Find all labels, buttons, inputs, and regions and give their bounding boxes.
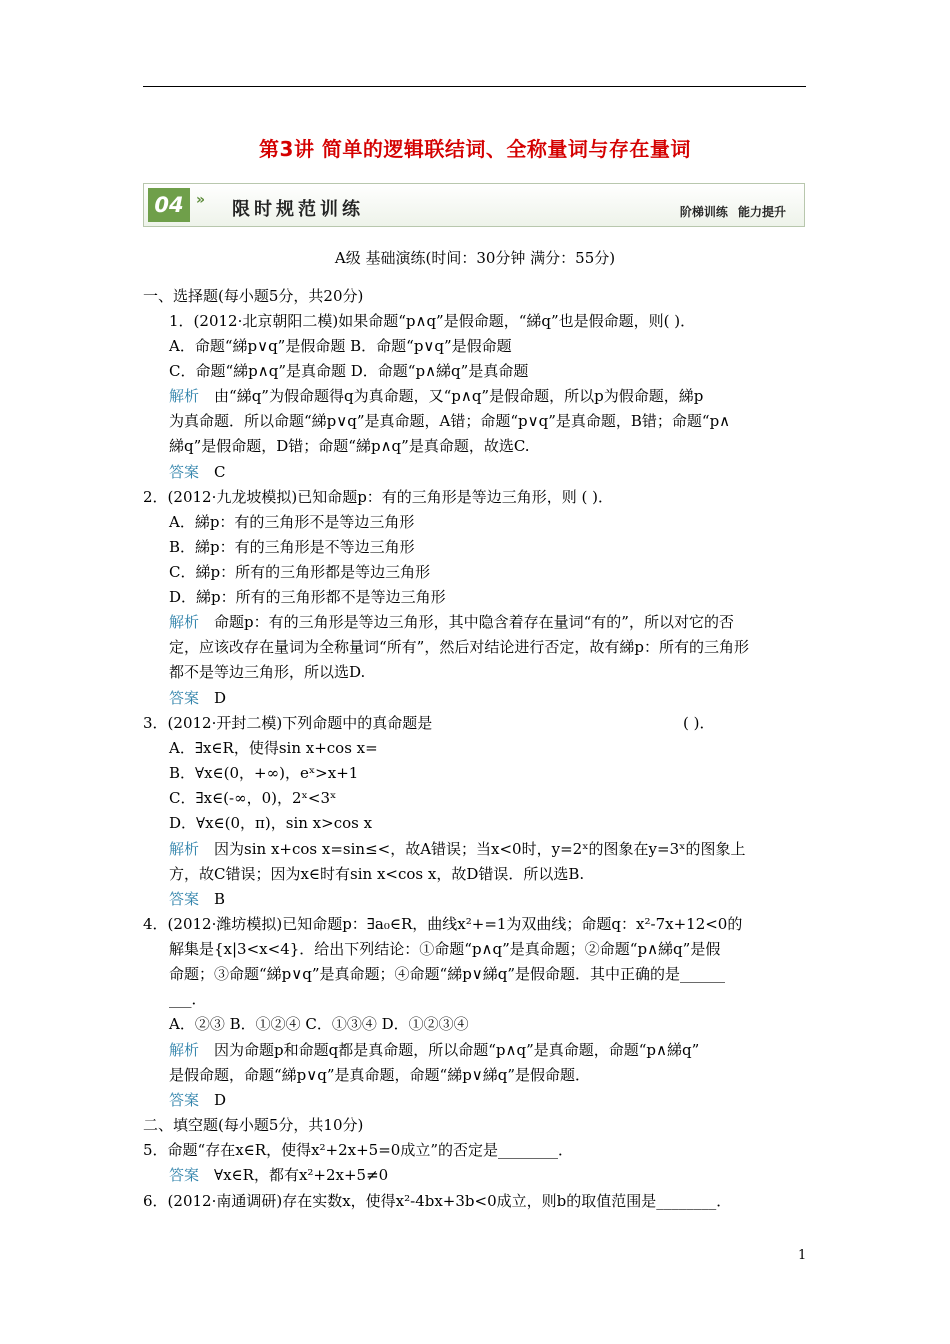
answer-line: 答案 D [169,689,227,707]
page-number: 1 [798,1248,807,1263]
page-title: 第3讲 简单的逻辑联结词、全称量词与存在量词 [259,137,691,161]
answer-line: 答案 C [169,463,226,481]
banner-title: 限时规范训练 [232,199,364,220]
analysis-line: 是假命题，命题“綈p∨q”是真命题，命题“綈p∨綈q”是假命题． [169,1066,591,1084]
analysis-line: 綈q”是假命题，D错；命题“綈p∧q”是真命题，故选C. [169,437,530,455]
answer-label: 答案 [169,890,200,908]
option-line: A．②③ B．①②④ C．①③④ D．①②③④ [169,1015,469,1033]
question-6: 6．(2012·南通调研)存在实数x，使得x²-4bx+3b<0成立，则b的取值范围是________． [143,1192,732,1210]
question-3: 3．(2012·开封二模)下列命题中的真命题是 [143,714,433,732]
option-line: C．綈p：所有的三角形都是等边三角形 [169,563,431,581]
analysis-label: 解析 [169,387,200,405]
level-header: A级 基础演练(时间：30分钟 满分：55分) [334,249,616,267]
analysis-line: 为真命题．所以命题“綈p∨q”是真命题，A错；命题“p∨q”是真命题，B错；命题“p∧ [169,412,731,430]
answer-label: 答案 [169,1091,200,1109]
analysis-line: 定，应该改存在量词为全称量词“所有”，然后对结论进行否定，故有綈p：所有的三角形 [169,638,749,656]
answer-line: 答案 B [169,890,226,908]
option-line: C．∃x∈(-∞，0)，2ˣ<3ˣ [169,789,337,807]
banner-subtitle: 阶梯训练 能力提升 [679,205,786,219]
analysis-label: 解析 [169,840,200,858]
analysis-line: 方，故C错误；因为x∈时有sin x<cos x，故D错误．所以选B. [169,865,585,883]
option-line: D．綈p：所有的三角形都不是等边三角形 [169,588,446,606]
question-1: 1．(2012·北京朝阳二模)如果命题“p∧q”是假命题，“綈q”也是假命题，则( )． [169,312,696,330]
answer-line: 答案 ∀x∈R，都有x²+2x+5≠0 [169,1166,389,1184]
section-heading: 二、填空题(每小题5分，共10分) [143,1116,364,1134]
top-rule [143,86,806,87]
option-line: C．命题“綈p∧q”是真命题 D．命题“p∧綈q”是真命题 [169,362,529,380]
banner-badge: 04 [148,188,190,222]
question-5: 5．命题“存在x∈R，使得x²+2x+5=0成立”的否定是________． [143,1141,574,1159]
analysis-line: 解析 因为sin x+cos x=sin≤<，故A错误；当x<0时，y=2ˣ的图象在y=3ˣ的图象上 [169,840,746,858]
analysis-line: 解析 因为命题p和命题q都是真命题，所以命题“p∧q”是真命题，命题“p∧綈q” [169,1041,700,1059]
option-line: D．∀x∈(0，π)，sin x>cos x [169,814,373,832]
question-2: 2．(2012·九龙坡模拟)已知命题p：有的三角形是等边三角形，则 ( )． [143,488,614,506]
option-line: A．綈p：有的三角形不是等边三角形 [169,513,415,531]
answer-label: 答案 [169,1166,200,1184]
answer-label: 答案 [169,689,200,707]
answer-line: 答案 D [169,1091,227,1109]
option-line: A．命题“綈p∨q”是假命题 B．命题“p∨q”是假命题 [169,337,512,355]
analysis-line: 都不是等边三角形，所以选D. [169,663,366,681]
answer-blank: ( )． [683,714,715,732]
chevron-icon: » [196,192,206,208]
option-line: A．∃x∈R，使得sin x+cos x= [169,739,378,757]
answer-label: 答案 [169,463,200,481]
option-line: B．∀x∈(0，+∞)，eˣ>x+1 [169,764,359,782]
section-banner [143,183,805,227]
analysis-label: 解析 [169,613,200,631]
option-line: B．綈p：有的三角形是不等边三角形 [169,538,415,556]
question-line: 命题；③命题“綈p∨q”是真命题；④命题“綈p∨綈q”是假命题．其中正确的是______ [169,965,726,983]
analysis-label: 解析 [169,1041,200,1059]
section-heading: 一、选择题(每小题5分，共20分) [143,287,364,305]
analysis-line: 解析 由“綈q”为假命题得q为真命题，又“p∧q”是假命题，所以p为假命题，綈p [169,387,704,405]
analysis-line: 解析 命题p：有的三角形是等边三角形，其中隐含着存在量词“有的”，所以对它的否 [169,613,734,631]
question-4: 4．(2012·潍坊模拟)已知命题p：∃a₀∈R，曲线x²+=1为双曲线；命题q：x²-7x+12<0的 [143,915,743,933]
question-line: ___． [169,990,207,1008]
question-line: 解集是{x|3<x<4}．给出下列结论：①命题“p∧q”是真命题；②命题“p∧綈q”是假 [169,940,721,958]
